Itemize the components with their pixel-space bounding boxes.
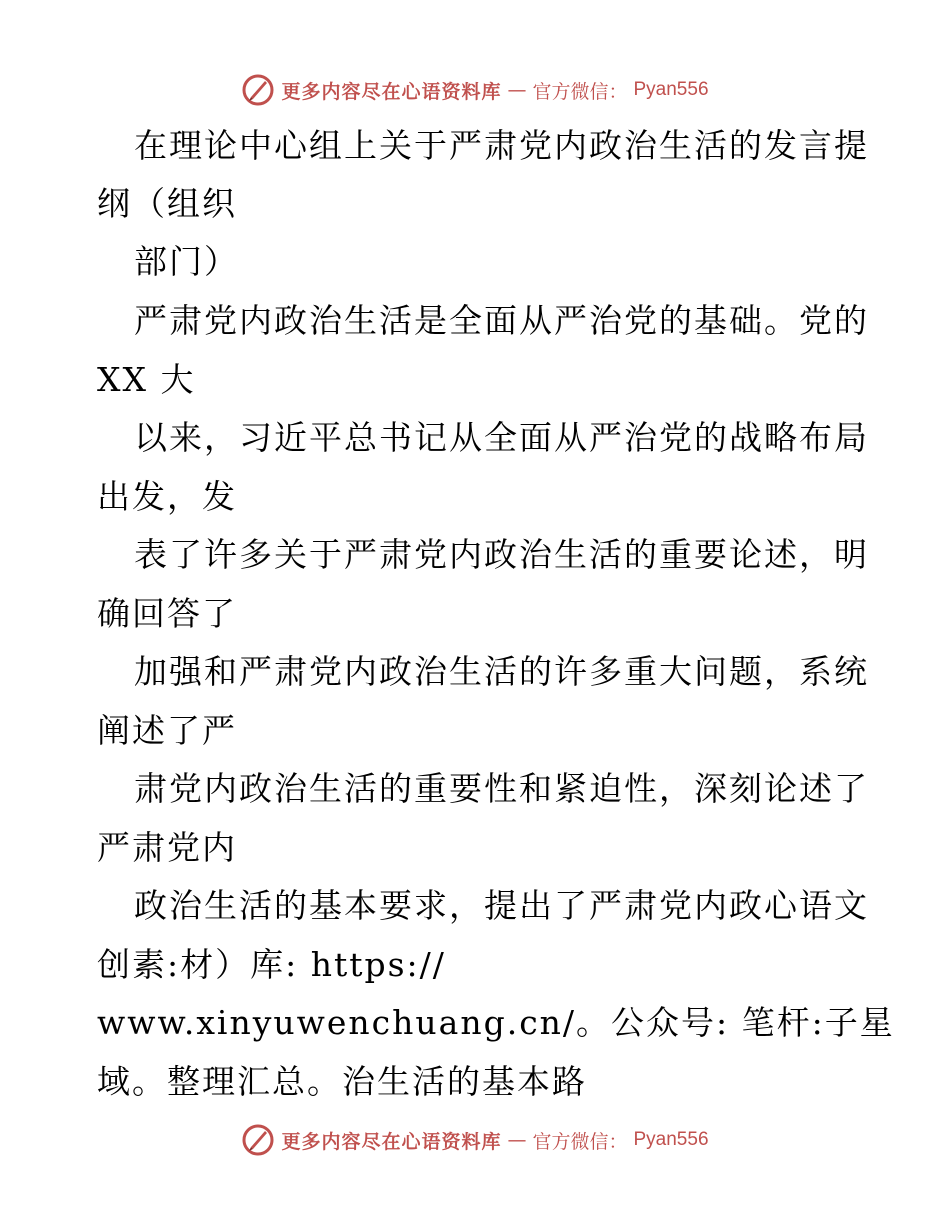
text-line: www.xinyuwenchuang.cn/。公众号: 笔杆:子星: [97, 1003, 895, 1042]
text-line: 纲（组织: [97, 184, 237, 223]
text-line: XX 大: [97, 360, 196, 399]
footer-watermark: [0, 1120, 950, 1160]
quill-pen-circle-logo-icon: [241, 1123, 275, 1157]
text-line: 部门）: [134, 242, 239, 281]
text-line: 严肃党内政治生活是全面从严治党的基础。党的: [134, 301, 869, 340]
watermark-dash: —: [507, 79, 527, 101]
text-line: 域。整理汇总。治生活的基本路: [97, 1062, 587, 1101]
text-line: 肃党内政治生活的重要性和紧迫性，深刻论述了: [134, 769, 869, 808]
watermark-text: 更多内容尽在心语资料库: [281, 1130, 502, 1153]
text-line: 严肃党内: [97, 828, 237, 867]
text-line: 以来，习近平总书记从全面从严治党的战略布局: [134, 418, 869, 457]
text-line: 在理论中心组上关于严肃党内政治生活的发言提: [134, 126, 869, 165]
text-line: 表了许多关于严肃党内政治生活的重要论述，明: [134, 535, 869, 574]
text-line: 政治生活的基本要求，提出了严肃党内政心语文: [134, 886, 869, 925]
watermark-id: Pyan556: [633, 1129, 709, 1150]
text-line: 出发，发: [97, 477, 237, 516]
watermark-dash: —: [507, 1129, 527, 1151]
watermark-label: 官方微信：: [532, 80, 628, 103]
text-line: 阐述了严: [97, 711, 237, 750]
watermark-label: 官方微信：: [532, 1130, 628, 1153]
watermark-id: Pyan556: [633, 79, 709, 100]
text-line: 创素:材）库: https://: [97, 945, 446, 984]
text-line: 加强和严肃党内政治生活的许多重大问题，系统: [134, 652, 869, 691]
watermark-text: 更多内容尽在心语资料库: [281, 80, 502, 103]
text-line: 确回答了: [97, 594, 237, 633]
